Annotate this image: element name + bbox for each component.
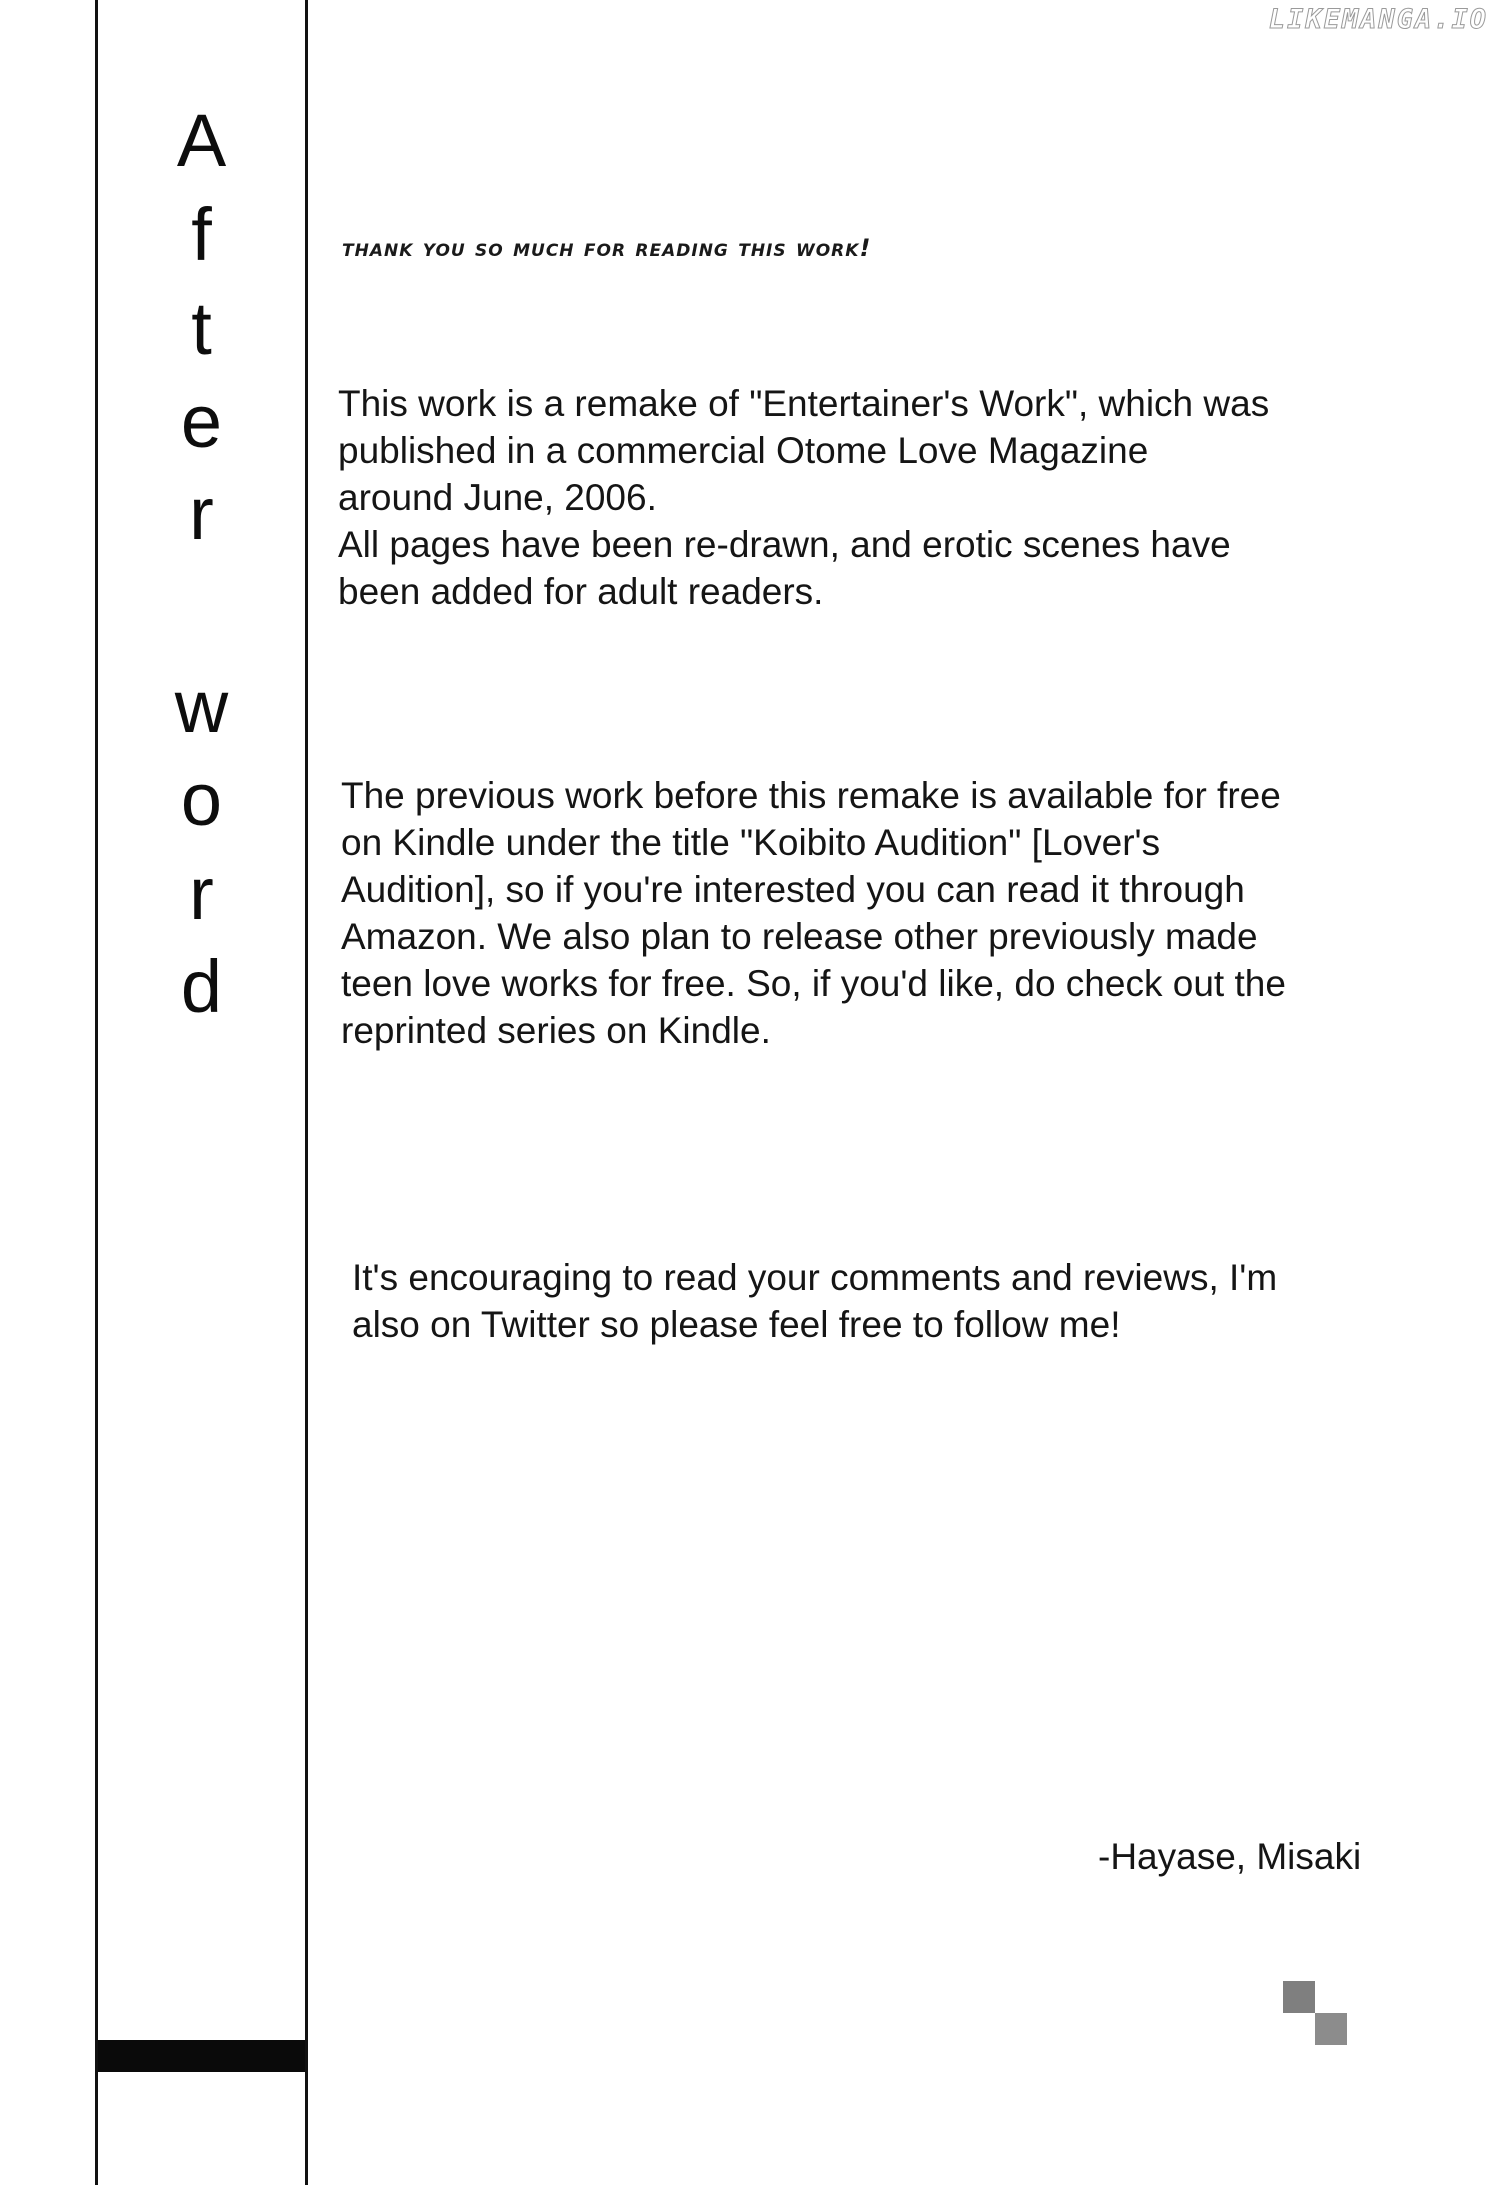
text-line: around June, 2006. (338, 477, 657, 518)
square-shape (1315, 2013, 1347, 2045)
text-line: been added for adult readers. (338, 571, 824, 612)
paragraph-kindle-info (341, 772, 1441, 1054)
watermark: LIKEMANGA.IO (1268, 4, 1488, 35)
signature: -Hayase, Misaki (1098, 1836, 1362, 1877)
square-shape (1283, 1981, 1315, 2013)
text-line: All pages have been re-drawn, and erotic scenes have (338, 524, 1231, 565)
text-line: on Kindle under the title "Koibito Audition" [Lover's (341, 822, 1161, 863)
title-letter: e (180, 380, 223, 463)
title-letter: t (191, 287, 212, 370)
title-letter: w (174, 665, 229, 748)
title-letter: r (189, 852, 214, 935)
title-letter: A (176, 99, 227, 182)
black-bar (98, 2040, 305, 2072)
afterword-vertical-title (98, 0, 305, 1100)
text-line: Audition], so if you're interested you can read it through (341, 869, 1245, 910)
text-line: published in a commercial Otome Love Magazine (338, 430, 1149, 471)
title-letter: d (180, 945, 223, 1028)
text-line: also on Twitter so please feel free to follow me! (352, 1304, 1121, 1345)
text-line: Amazon. We also plan to release other previously made (341, 916, 1258, 957)
paragraph-twitter (352, 1254, 1432, 1348)
text-line: teen love works for free. So, if you'd like, do check out the (341, 963, 1286, 1004)
text-line: This work is a remake of "Entertainer's Work", which was (338, 383, 1270, 424)
thanks-line: thank you so much for reading this work! (342, 234, 872, 262)
text-line: The previous work before this remake is available for free (341, 775, 1281, 816)
title-letter: o (180, 758, 223, 841)
title-letter: f (191, 193, 212, 276)
text-line: reprinted series on Kindle. (341, 1010, 771, 1051)
paragraph-remake-info (338, 380, 1418, 615)
title-letter: r (189, 472, 214, 555)
text-line: It's encouraging to read your comments and reviews, I'm (352, 1257, 1278, 1298)
decorative-squares (1283, 1981, 1347, 2045)
side-panel (95, 0, 308, 2185)
